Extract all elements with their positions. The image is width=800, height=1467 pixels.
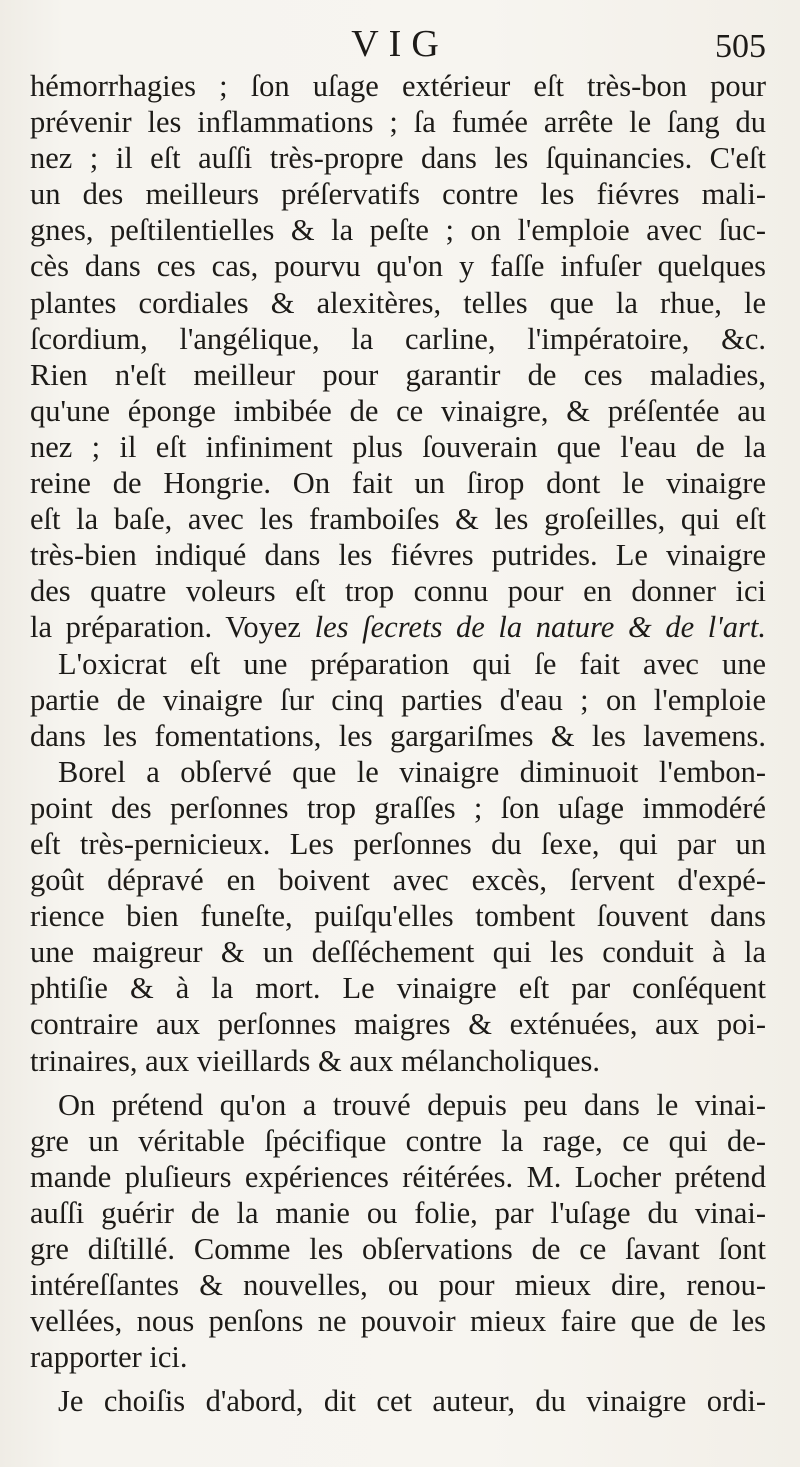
text-line: Je choiſis d'abord, dit cet auteur, du vinaigre ordi-: [58, 1384, 766, 1419]
text-line: une maigreur & un deſſéchement qui les conduit à la: [30, 935, 766, 970]
text-line: contraire aux perſonnes maigres & exténuées, aux poi-: [30, 1007, 766, 1042]
text-line: intéreſſantes & nouvelles, ou pour mieux dire, renou-: [30, 1268, 766, 1303]
text-line: hémorrhagies ; ſon uſage extérieur eſt très-bon pour: [30, 69, 766, 103]
paragraph-1: [30, 68, 766, 646]
text-line: un des meilleurs préſervatifs contre les fiévres mali-: [30, 177, 766, 212]
text-line: eſt très-pernicieux. Les perſonnes du ſexe, qui par un: [30, 826, 766, 861]
text-line: dans les fomentations, les gargariſmes & les lavemens.: [30, 718, 766, 753]
text-line: phtiſie & à la mort. Le vinaigre eſt par conſéquent: [30, 971, 766, 1006]
text-line: des quatre voleurs eſt trop connu pour en donner ici: [30, 574, 766, 609]
page-number: 505: [715, 28, 766, 65]
text-line: eſt la baſe, avec les framboiſes & les groſeilles, qui eſt: [30, 502, 766, 537]
paragraph-5: [30, 1383, 766, 1419]
text-line: gre diſtillé. Comme les obſervations de ce ſavant ſont: [30, 1232, 766, 1266]
running-head: VIG: [351, 23, 449, 65]
citation-prefix: la préparation. Voyez: [30, 610, 315, 645]
page-header: [0, 14, 800, 70]
text-line: auſſi guérir de la manie ou folie, par l'uſage du vinai-: [30, 1195, 766, 1230]
text-line: ſcordium, l'angélique, la carline, l'impératoire, &c.: [30, 321, 766, 356]
text-line: partie de vinaigre ſur cinq parties d'eau ; on l'emploie: [30, 682, 766, 717]
text-line: gre un véritable ſpécifique contre la rage, ce qui de-: [30, 1123, 766, 1158]
text-line: rapporter ici.: [30, 1340, 188, 1375]
citation-title: les ſecrets de la nature & de l'art.: [314, 610, 766, 645]
text-line: cès dans ces cas, pourvu qu'on y faſſe infuſer quelques: [30, 249, 766, 284]
text-line: Borel a obſervé que le vinaigre diminuoit l'embon-: [58, 754, 766, 789]
text-line: plantes cordiales & alexitères, telles que la rhue, le: [30, 285, 766, 320]
text-line: nez ; il eſt auſſi très-propre dans les ſquinancies. C'eſt: [30, 141, 766, 176]
text-line: très-bien indiqué dans les fiévres putrides. Le vinaigre: [30, 538, 766, 573]
text-line: L'oxicrat eſt une préparation qui ſe fait avec une: [58, 646, 766, 681]
text-line: nez ; il eſt infiniment plus ſouverain que l'eau de la: [30, 429, 766, 464]
paragraph-3: [30, 754, 766, 1079]
body-text: [30, 68, 766, 1419]
paragraph-2: [30, 646, 766, 754]
text-line: mande pluſieurs expériences réitérées. M. Locher prétend: [30, 1159, 766, 1194]
text-line: point des perſonnes trop graſſes ; ſon uſage immodéré: [30, 790, 766, 825]
paragraph-4: [30, 1087, 766, 1376]
text-line: Rien n'eſt meilleur pour garantir de ces maladies,: [30, 357, 766, 392]
text-line: goût dépravé en boivent avec excès, ſervent d'expé-: [30, 863, 766, 898]
text-line: On prétend qu'on a trouvé depuis peu dans le vinai-: [58, 1087, 766, 1122]
text-line: qu'une éponge imbibée de ce vinaigre, & préſentée au: [30, 393, 766, 428]
text-line: reine de Hongrie. On fait un ſirop dont le vinaigre: [30, 466, 766, 501]
text-line: trinaires, aux vieillards & aux mélancholiques.: [30, 1043, 601, 1078]
text-line: prévenir les inflammations ; ſa fumée arrête le ſang du: [30, 105, 766, 140]
text-line-with-citation: [30, 609, 766, 645]
text-line: gnes, peſtilentielles & la peſte ; on l'emploie avec ſuc-: [30, 213, 766, 248]
text-line: rience bien funeſte, puiſqu'elles tombent ſouvent dans: [30, 899, 766, 934]
text-line: vellées, nous penſons ne pouvoir mieux faire que de les: [30, 1304, 766, 1339]
